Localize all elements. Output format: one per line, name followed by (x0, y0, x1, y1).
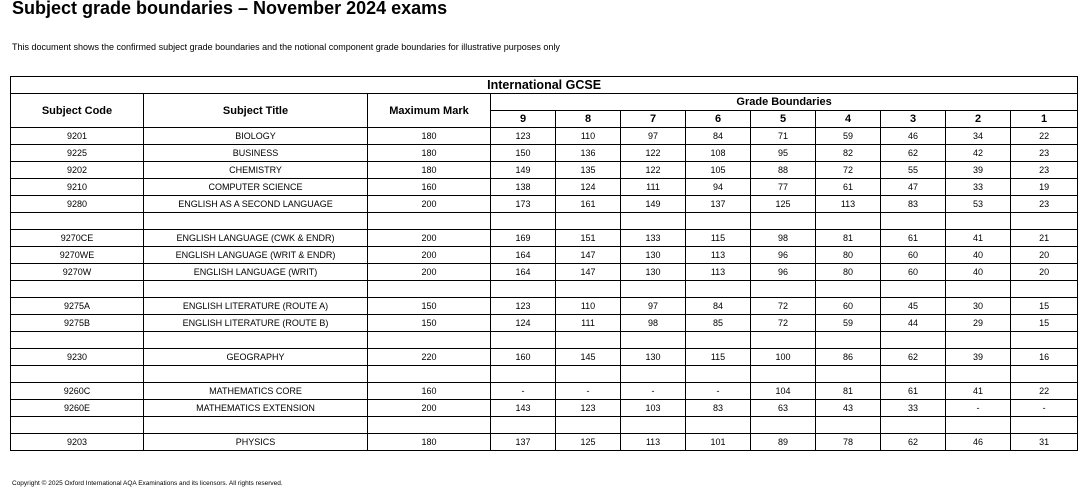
boundary-grade-5-cell: 71 (751, 128, 816, 145)
subject-code-cell: 9230 (11, 349, 144, 366)
empty-cell (491, 332, 556, 349)
boundary-grade-1-cell: 20 (1011, 247, 1078, 264)
boundary-grade-9-cell: 173 (491, 196, 556, 213)
empty-cell (686, 213, 751, 230)
boundary-grade-3-cell: 62 (881, 349, 946, 366)
boundary-grade-8-cell: 151 (556, 230, 621, 247)
grade-header-8: 8 (556, 111, 621, 128)
boundary-grade-3-cell: 60 (881, 247, 946, 264)
boundary-grade-6-cell: 115 (686, 349, 751, 366)
table-row (11, 179, 1078, 196)
boundary-grade-3-cell: 47 (881, 179, 946, 196)
subject-code-cell: 9270CE (11, 230, 144, 247)
empty-cell (946, 417, 1011, 434)
empty-cell (621, 213, 686, 230)
boundary-grade-7-cell: 98 (621, 315, 686, 332)
qualification-header: International GCSE (11, 77, 1078, 94)
empty-cell (11, 281, 144, 298)
maximum-mark-cell: 150 (368, 315, 491, 332)
boundary-grade-1-cell: 21 (1011, 230, 1078, 247)
boundary-grade-2-cell: 34 (946, 128, 1011, 145)
empty-cell (751, 417, 816, 434)
boundary-grade-1-cell: 15 (1011, 298, 1078, 315)
boundary-grade-5-cell: 89 (751, 434, 816, 451)
table-row (11, 349, 1078, 366)
empty-cell (1011, 332, 1078, 349)
boundary-grade-2-cell: 33 (946, 179, 1011, 196)
empty-cell (368, 332, 491, 349)
boundary-grade-4-cell: 86 (816, 349, 881, 366)
table-row (11, 247, 1078, 264)
maximum-mark-cell: 200 (368, 247, 491, 264)
empty-cell (881, 332, 946, 349)
subject-code-header: Subject Code (11, 94, 144, 128)
empty-cell (751, 366, 816, 383)
boundary-grade-9-cell: 123 (491, 128, 556, 145)
boundary-grade-8-cell: 135 (556, 162, 621, 179)
boundary-grade-2-cell: 39 (946, 162, 1011, 179)
boundary-grade-7-cell: 149 (621, 196, 686, 213)
grade-header-2: 2 (946, 111, 1011, 128)
boundary-grade-2-cell: 40 (946, 247, 1011, 264)
grade-header-4: 4 (816, 111, 881, 128)
empty-cell (881, 213, 946, 230)
boundary-grade-5-cell: 96 (751, 247, 816, 264)
empty-cell (686, 417, 751, 434)
empty-cell (11, 332, 144, 349)
table-row (11, 400, 1078, 417)
boundary-grade-9-cell: 149 (491, 162, 556, 179)
boundary-grade-5-cell: 72 (751, 315, 816, 332)
empty-cell (751, 332, 816, 349)
empty-cell (946, 332, 1011, 349)
boundary-grade-8-cell: 147 (556, 247, 621, 264)
boundary-grade-2-cell: 29 (946, 315, 1011, 332)
subject-title-cell: COMPUTER SCIENCE (144, 179, 368, 196)
subject-title-cell: PHYSICS (144, 434, 368, 451)
empty-cell (556, 366, 621, 383)
boundary-grade-9-cell: 143 (491, 400, 556, 417)
subject-title-cell: ENGLISH AS A SECOND LANGUAGE (144, 196, 368, 213)
boundary-grade-4-cell: 59 (816, 315, 881, 332)
boundary-grade-9-cell: 150 (491, 145, 556, 162)
subject-title-cell: BUSINESS (144, 145, 368, 162)
boundary-grade-6-cell: 137 (686, 196, 751, 213)
boundary-grade-9-cell: 123 (491, 298, 556, 315)
empty-cell (816, 417, 881, 434)
boundary-grade-4-cell: 80 (816, 247, 881, 264)
boundary-grade-4-cell: 81 (816, 230, 881, 247)
empty-cell (621, 332, 686, 349)
maximum-mark-cell: 160 (368, 179, 491, 196)
empty-cell (144, 366, 368, 383)
table-row (11, 128, 1078, 145)
empty-cell (11, 417, 144, 434)
table-row (11, 145, 1078, 162)
empty-cell (621, 417, 686, 434)
empty-cell (881, 417, 946, 434)
empty-cell (491, 417, 556, 434)
empty-cell (1011, 213, 1078, 230)
maximum-mark-cell: 160 (368, 383, 491, 400)
empty-cell (816, 281, 881, 298)
table-row (11, 434, 1078, 451)
grade-header-6: 6 (686, 111, 751, 128)
empty-cell (1011, 281, 1078, 298)
empty-cell (1011, 417, 1078, 434)
subject-code-cell: 9260E (11, 400, 144, 417)
empty-cell (556, 332, 621, 349)
boundary-grade-2-cell: - (946, 400, 1011, 417)
empty-cell (816, 366, 881, 383)
boundary-grade-2-cell: 39 (946, 349, 1011, 366)
boundary-grade-9-cell: 169 (491, 230, 556, 247)
grade-header-9: 9 (491, 111, 556, 128)
empty-cell (621, 366, 686, 383)
boundary-grade-6-cell: 115 (686, 230, 751, 247)
boundary-grade-3-cell: 55 (881, 162, 946, 179)
subject-title-cell: MATHEMATICS CORE (144, 383, 368, 400)
boundary-grade-6-cell: 84 (686, 298, 751, 315)
table-row (11, 298, 1078, 315)
boundary-grade-5-cell: 77 (751, 179, 816, 196)
subject-code-cell: 9275B (11, 315, 144, 332)
subject-code-cell: 9270W (11, 264, 144, 281)
subject-code-cell: 9201 (11, 128, 144, 145)
boundary-grade-7-cell: 130 (621, 349, 686, 366)
boundary-grade-9-cell: 164 (491, 264, 556, 281)
boundary-grade-8-cell: 124 (556, 179, 621, 196)
boundary-grade-5-cell: 63 (751, 400, 816, 417)
maximum-mark-cell: 180 (368, 162, 491, 179)
boundary-grade-7-cell: 122 (621, 145, 686, 162)
maximum-mark-cell: 200 (368, 400, 491, 417)
maximum-mark-cell: 220 (368, 349, 491, 366)
maximum-mark-cell: 180 (368, 128, 491, 145)
boundary-grade-1-cell: 23 (1011, 196, 1078, 213)
boundary-grade-8-cell: 111 (556, 315, 621, 332)
boundary-grade-2-cell: 30 (946, 298, 1011, 315)
empty-cell (881, 366, 946, 383)
boundary-grade-3-cell: 61 (881, 230, 946, 247)
boundary-grade-5-cell: 104 (751, 383, 816, 400)
boundary-grade-2-cell: 42 (946, 145, 1011, 162)
boundary-grade-7-cell: - (621, 383, 686, 400)
empty-cell (368, 366, 491, 383)
boundary-grade-6-cell: 113 (686, 264, 751, 281)
subject-code-cell: 9270WE (11, 247, 144, 264)
subject-title-cell: ENGLISH LANGUAGE (WRIT & ENDR) (144, 247, 368, 264)
grade-header-3: 3 (881, 111, 946, 128)
subject-title-cell: ENGLISH LANGUAGE (CWK & ENDR) (144, 230, 368, 247)
boundary-grade-4-cell: 78 (816, 434, 881, 451)
boundary-grade-8-cell: 110 (556, 128, 621, 145)
empty-cell (491, 281, 556, 298)
empty-cell (556, 281, 621, 298)
empty-cell (11, 366, 144, 383)
empty-cell (144, 281, 368, 298)
boundary-grade-4-cell: 113 (816, 196, 881, 213)
boundary-grade-2-cell: 41 (946, 383, 1011, 400)
maximum-mark-cell: 180 (368, 434, 491, 451)
boundary-grade-8-cell: 136 (556, 145, 621, 162)
boundary-grade-6-cell: 83 (686, 400, 751, 417)
table-row (11, 196, 1078, 213)
boundary-grade-5-cell: 88 (751, 162, 816, 179)
boundary-grade-1-cell: - (1011, 400, 1078, 417)
boundary-grade-3-cell: 61 (881, 383, 946, 400)
boundary-grade-6-cell: 101 (686, 434, 751, 451)
boundary-grade-5-cell: 98 (751, 230, 816, 247)
subject-code-cell: 9280 (11, 196, 144, 213)
boundary-grade-5-cell: 100 (751, 349, 816, 366)
empty-cell (621, 281, 686, 298)
boundary-grade-1-cell: 22 (1011, 383, 1078, 400)
boundary-grade-3-cell: 46 (881, 128, 946, 145)
boundary-grade-4-cell: 72 (816, 162, 881, 179)
empty-cell (11, 213, 144, 230)
empty-cell (946, 366, 1011, 383)
boundary-grade-8-cell: 110 (556, 298, 621, 315)
subject-code-cell: 9260C (11, 383, 144, 400)
boundary-grade-5-cell: 96 (751, 264, 816, 281)
boundary-grade-7-cell: 111 (621, 179, 686, 196)
boundary-grade-4-cell: 80 (816, 264, 881, 281)
empty-cell (144, 213, 368, 230)
empty-cell (686, 332, 751, 349)
subject-title-cell: CHEMISTRY (144, 162, 368, 179)
boundary-grade-6-cell: 84 (686, 128, 751, 145)
grade-boundaries-header: Grade Boundaries (491, 94, 1078, 111)
spacer-row (11, 281, 1078, 298)
maximum-mark-cell: 200 (368, 196, 491, 213)
boundary-grade-3-cell: 62 (881, 434, 946, 451)
boundary-grade-9-cell: 138 (491, 179, 556, 196)
boundary-grade-1-cell: 31 (1011, 434, 1078, 451)
boundary-grade-9-cell: 164 (491, 247, 556, 264)
boundary-grade-9-cell: 137 (491, 434, 556, 451)
boundary-grade-8-cell: 145 (556, 349, 621, 366)
subject-title-cell: BIOLOGY (144, 128, 368, 145)
boundary-grade-3-cell: 33 (881, 400, 946, 417)
subject-title-cell: ENGLISH LANGUAGE (WRIT) (144, 264, 368, 281)
subject-title-cell: MATHEMATICS EXTENSION (144, 400, 368, 417)
empty-cell (144, 417, 368, 434)
boundary-grade-4-cell: 61 (816, 179, 881, 196)
empty-cell (686, 281, 751, 298)
empty-cell (686, 366, 751, 383)
boundary-grade-2-cell: 46 (946, 434, 1011, 451)
empty-cell (368, 281, 491, 298)
boundary-grade-3-cell: 45 (881, 298, 946, 315)
boundary-grade-2-cell: 41 (946, 230, 1011, 247)
empty-cell (368, 417, 491, 434)
boundary-grade-7-cell: 113 (621, 434, 686, 451)
subject-code-cell: 9275A (11, 298, 144, 315)
subject-code-cell: 9202 (11, 162, 144, 179)
boundary-grade-4-cell: 81 (816, 383, 881, 400)
document-title: Subject grade boundaries – November 2024 exams (12, 0, 448, 18)
subject-title-header: Subject Title (144, 94, 368, 128)
boundary-grade-1-cell: 23 (1011, 162, 1078, 179)
boundary-grade-7-cell: 103 (621, 400, 686, 417)
copyright-footer: Copyright © 2025 Oxford International AQA Examinations and its licensors. All rights reserved. (12, 480, 283, 487)
spacer-row (11, 417, 1078, 434)
boundary-grade-5-cell: 95 (751, 145, 816, 162)
boundary-grade-7-cell: 122 (621, 162, 686, 179)
boundary-grade-3-cell: 60 (881, 264, 946, 281)
subject-title-cell: ENGLISH LITERATURE (ROUTE A) (144, 298, 368, 315)
boundary-grade-4-cell: 59 (816, 128, 881, 145)
boundary-grade-2-cell: 40 (946, 264, 1011, 281)
subject-code-cell: 9210 (11, 179, 144, 196)
boundary-grade-3-cell: 83 (881, 196, 946, 213)
empty-cell (946, 281, 1011, 298)
table-row (11, 264, 1078, 281)
boundary-grade-6-cell: 113 (686, 247, 751, 264)
boundary-grade-1-cell: 22 (1011, 128, 1078, 145)
boundary-grade-6-cell: 108 (686, 145, 751, 162)
empty-cell (816, 213, 881, 230)
subject-title-cell: ENGLISH LITERATURE (ROUTE B) (144, 315, 368, 332)
maximum-mark-cell: 150 (368, 298, 491, 315)
boundary-grade-1-cell: 19 (1011, 179, 1078, 196)
table-body (11, 128, 1078, 451)
boundary-grade-8-cell: - (556, 383, 621, 400)
boundary-grade-1-cell: 15 (1011, 315, 1078, 332)
grade-header-7: 7 (621, 111, 686, 128)
boundary-grade-5-cell: 125 (751, 196, 816, 213)
boundary-grade-7-cell: 130 (621, 264, 686, 281)
empty-cell (556, 417, 621, 434)
empty-cell (751, 281, 816, 298)
empty-cell (816, 332, 881, 349)
spacer-row (11, 332, 1078, 349)
boundary-grade-1-cell: 23 (1011, 145, 1078, 162)
empty-cell (491, 213, 556, 230)
empty-cell (946, 213, 1011, 230)
maximum-mark-cell: 180 (368, 145, 491, 162)
boundary-grade-6-cell: 105 (686, 162, 751, 179)
boundary-grade-5-cell: 72 (751, 298, 816, 315)
boundary-grade-3-cell: 44 (881, 315, 946, 332)
boundary-grade-8-cell: 161 (556, 196, 621, 213)
boundary-grade-8-cell: 125 (556, 434, 621, 451)
grade-boundaries-table (10, 76, 1078, 451)
subject-code-cell: 9225 (11, 145, 144, 162)
table-row (11, 162, 1078, 179)
boundary-grade-7-cell: 130 (621, 247, 686, 264)
boundary-grade-9-cell: 124 (491, 315, 556, 332)
spacer-row (11, 213, 1078, 230)
boundary-grade-8-cell: 147 (556, 264, 621, 281)
boundary-grade-6-cell: 94 (686, 179, 751, 196)
boundary-grade-6-cell: - (686, 383, 751, 400)
maximum-mark-cell: 200 (368, 230, 491, 247)
empty-cell (1011, 366, 1078, 383)
grade-header-1: 1 (1011, 111, 1078, 128)
boundary-grade-8-cell: 123 (556, 400, 621, 417)
intro-text: This document shows the confirmed subject grade boundaries and the notional component grade boundaries for illustrative purposes only (12, 42, 560, 52)
boundary-grade-9-cell: 160 (491, 349, 556, 366)
boundary-grade-1-cell: 16 (1011, 349, 1078, 366)
table-row (11, 230, 1078, 247)
table-row (11, 315, 1078, 332)
boundary-grade-3-cell: 62 (881, 145, 946, 162)
boundary-grade-1-cell: 20 (1011, 264, 1078, 281)
empty-cell (144, 332, 368, 349)
boundary-grade-9-cell: - (491, 383, 556, 400)
empty-cell (556, 213, 621, 230)
maximum-mark-cell: 200 (368, 264, 491, 281)
empty-cell (491, 366, 556, 383)
empty-cell (368, 213, 491, 230)
boundary-grade-6-cell: 85 (686, 315, 751, 332)
empty-cell (751, 213, 816, 230)
subject-title-cell: GEOGRAPHY (144, 349, 368, 366)
boundary-grade-7-cell: 97 (621, 128, 686, 145)
boundary-grade-2-cell: 53 (946, 196, 1011, 213)
boundary-grade-7-cell: 133 (621, 230, 686, 247)
grade-header-5: 5 (751, 111, 816, 128)
table-row (11, 383, 1078, 400)
maximum-mark-header: Maximum Mark (368, 94, 491, 128)
boundary-grade-4-cell: 82 (816, 145, 881, 162)
spacer-row (11, 366, 1078, 383)
boundary-grade-4-cell: 60 (816, 298, 881, 315)
boundary-grade-7-cell: 97 (621, 298, 686, 315)
boundary-grade-4-cell: 43 (816, 400, 881, 417)
empty-cell (881, 281, 946, 298)
subject-code-cell: 9203 (11, 434, 144, 451)
